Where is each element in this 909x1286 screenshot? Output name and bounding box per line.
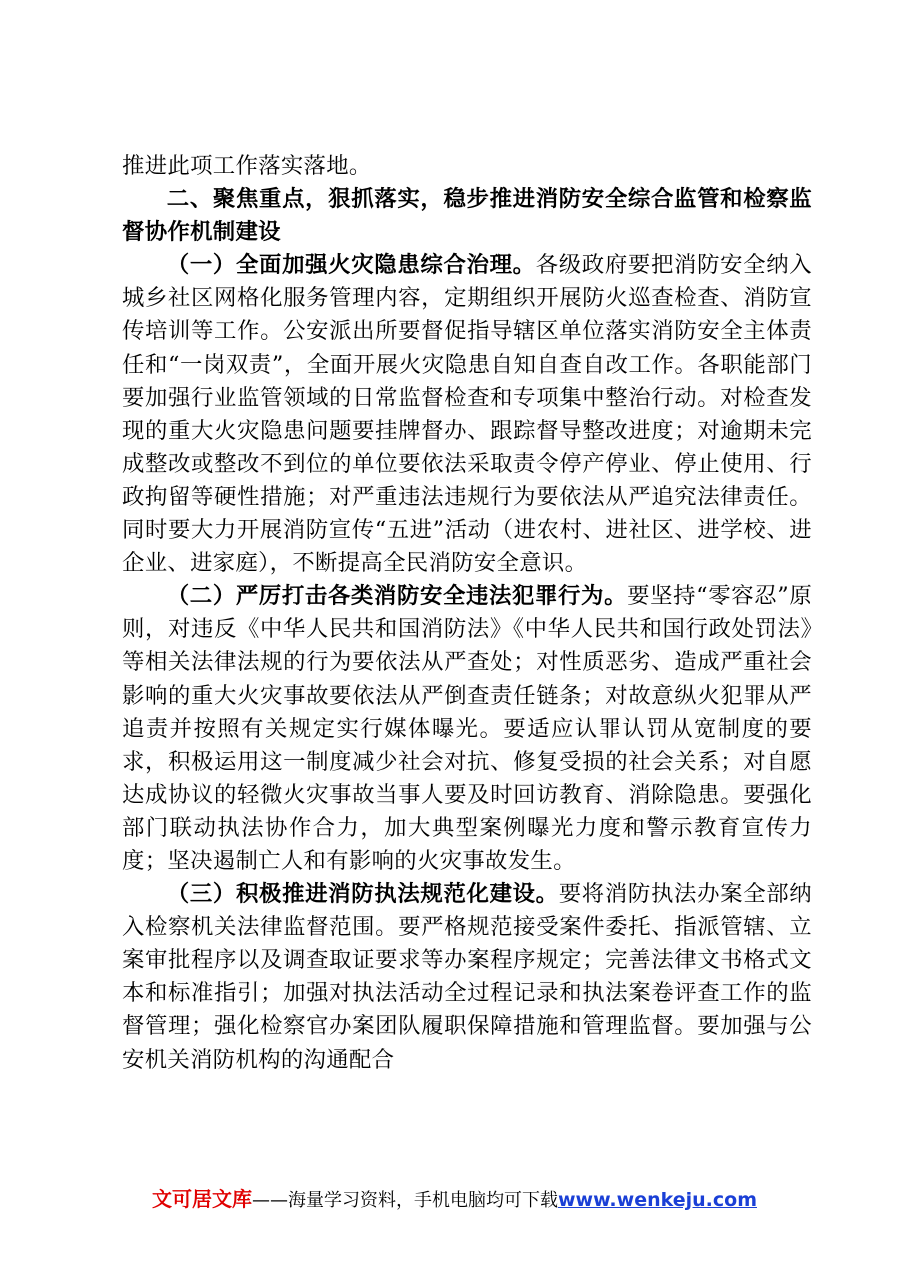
footer-link[interactable]: www.wenkeju.com — [557, 1189, 757, 1211]
document-body — [122, 150, 812, 1077]
paragraph-3 — [122, 878, 812, 1077]
section-heading: 二、聚焦重点，狠抓落实，稳步推进消防安全综合监管和检察监督协作机制建设 — [122, 186, 812, 246]
lead-line: 推进此项工作落实落地。 — [122, 153, 372, 179]
paragraph-title: （三）积极推进消防执法规范化建设。 — [166, 881, 559, 908]
watermark-footer — [0, 1183, 909, 1212]
paragraph-2 — [122, 580, 812, 878]
footer-slogan: ——海量学习资料，手机电脑均可下载 — [251, 1190, 558, 1211]
footer-brand: 文可居文库 — [151, 1187, 252, 1211]
paragraph-body: 各级政府要把消防安全纳入城乡社区网格化服务管理内容，定期组织开展防火巡查检查、消防宣传培训等工作。公安派出所要督促指导辖区单位落实消防安全主体责任和“一岗双责”，全面开展火灾隐患自知自查自改工作。各职能部门要加强行业监管领域的日常监督检查和专项集中整治行动。对检查发现的重大火灾隐患问题要挂牌督办、跟踪督导整改进度；对逾期未完成整改或整改不到位的单位要依法采取责令停产停业、停止使用、行政拘留等硬性措施；对严重违法违规行为要依法从严追究法律责任。同时要大力开展消防宣传“五进”活动（进农村、进社区、进学校、进企业、进家庭），不断提高全民消防安全意识。 — [122, 252, 812, 577]
paragraph-1 — [122, 249, 812, 580]
paragraph-body: 要将消防执法办案全部纳入检察机关法律监督范围。要严格规范接受案件委托、指派管辖、立案审批程序以及调查取证要求等办案程序规定；完善法律文书格式文本和标准指引；加强对执法活动全过程记录和执法案卷评查工作的监督管理；强化检察官办案团队履职保障措施和管理监督。要加强与公安机关消防机构的沟通配合 — [122, 881, 812, 1073]
paragraph-body: 要坚持“零容忍”原则，对违反《中华人民共和国消防法》《中华人民共和国行政处罚法》等相关法律法规的行为要依法从严查处；对性质恶劣、造成严重社会影响的重大火灾事故要依法从严倒查责任链条；对故意纵火犯罪从严追责并按照有关规定实行媒体曝光。要适应认罪认罚从宽制度的要求，积极运用这一制度减少社会对抗、修复受损的社会关系；对自愿达成协议的轻微火灾事故当事人要及时回访教育、消除隐患。要强化部门联动执法协作合力，加大典型案例曝光力度和警示教育宣传力度；坚决遏制亡人和有影响的火灾事故发生。 — [122, 583, 813, 874]
paragraph-title: （一）全面加强火灾隐患综合治理。 — [166, 252, 536, 279]
paragraph-title: （二）严厉打击各类消防安全违法犯罪行为。 — [166, 583, 628, 610]
